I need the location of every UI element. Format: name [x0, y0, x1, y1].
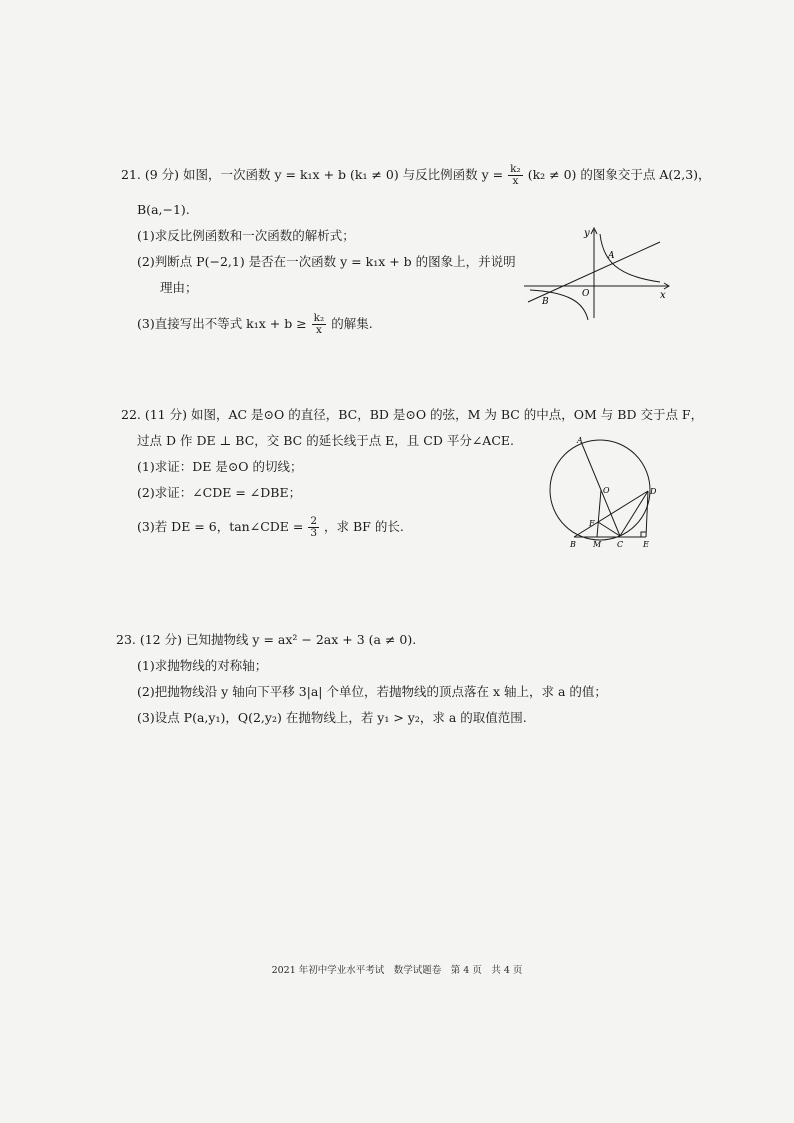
q21-figure [520, 222, 676, 322]
q22-label-a: A [577, 436, 583, 445]
q21-label-a: A [608, 251, 615, 261]
q21-line2: B(a,−1). [137, 202, 190, 217]
q23-part3: (3)设点 P(a,y₁)，Q(2,y₂) 在抛物线上，若 y₁ > y₂，求 a 的取值范围. [137, 710, 527, 725]
q22-part1: (1)求证：DE 是⊙O 的切线； [137, 459, 303, 474]
q22-right-angle-mark [641, 532, 646, 537]
q21-part1: (1)求反比例函数和一次函数的解析式； [137, 228, 355, 243]
q22-label-m: M [593, 540, 602, 549]
q21-part2b: 理由； [160, 280, 198, 295]
q21-part3-fraction: $\frac{\text{k₂}}{x}$ [313, 312, 325, 336]
q22-part3: (3)若 DE = 6，tan∠CDE = $\frac{2}{3}$ ，求 BF 的长. [137, 515, 404, 539]
q21-head-text: 21. (9 分) 如图，一次函数 y = k₁x + b (k₁ ≠ 0) 与反比例函数 y = [121, 167, 504, 182]
q22-segment-om [597, 490, 601, 537]
q21-heading [121, 164, 711, 187]
page-footer: 2021 年初中学业水平考试 数学试题卷 第 4 页 共 4 页 [271, 965, 523, 976]
q21-head-tail: (k₂ ≠ 0) 的图象交于点 A(2,3)， [527, 167, 711, 182]
q22-label-e: E [643, 540, 649, 549]
q22-label-b: B [570, 540, 576, 549]
q22-part3-fraction: $\frac{2}{3}$ [310, 515, 318, 539]
q22-segment-de [646, 491, 648, 537]
q21-part3: (3)直接写出不等式 k₁x + b ≥ $\frac{\text{k₂}}{x}$ 的解集. [137, 312, 373, 336]
q21-fraction: $\frac{\text{k₂}}{x}$ [510, 163, 521, 187]
q22-label-c: C [617, 540, 624, 549]
q21-label-o: O [582, 289, 590, 299]
q22-part2: (2)求证：∠CDE = ∠DBE； [137, 485, 302, 500]
q21-hyperbola-q3 [530, 290, 588, 320]
q21-label-b: B [542, 297, 549, 307]
q21-part2: (2)判断点 P(−2,1) 是否在一次函数 y = k₁x + b 的图象上，并说明 [137, 254, 516, 269]
q22-heading: 22. (11 分) 如图，AC 是⊙O 的直径，BC，BD 是⊙O 的弦，M 为 BC 的中点，OM 与 BD 交于点 F， [121, 407, 704, 422]
q22-label-o: O [603, 486, 610, 495]
q22-figure [540, 434, 666, 554]
q22-line2: 过点 D 作 DE ⊥ BC，交 BC 的延长线于点 E，且 CD 平分∠ACE. [137, 433, 514, 448]
q22-label-d: D [650, 487, 657, 496]
q21-label-x: x [660, 290, 666, 301]
q21-label-y: y [584, 228, 590, 239]
q23-part1: (1)求抛物线的对称轴； [137, 658, 268, 673]
q23-part2: (2)把抛物线沿 y 轴向下平移 3|a| 个单位，若抛物线的顶点落在 x 轴上，求 a 的值； [137, 684, 607, 699]
q22-label-f: F [589, 519, 595, 528]
q22-circle [550, 440, 650, 540]
q23-heading: 23. (12 分) 已知抛物线 y = ax² − 2ax + 3 (a ≠ 0). [116, 632, 417, 647]
